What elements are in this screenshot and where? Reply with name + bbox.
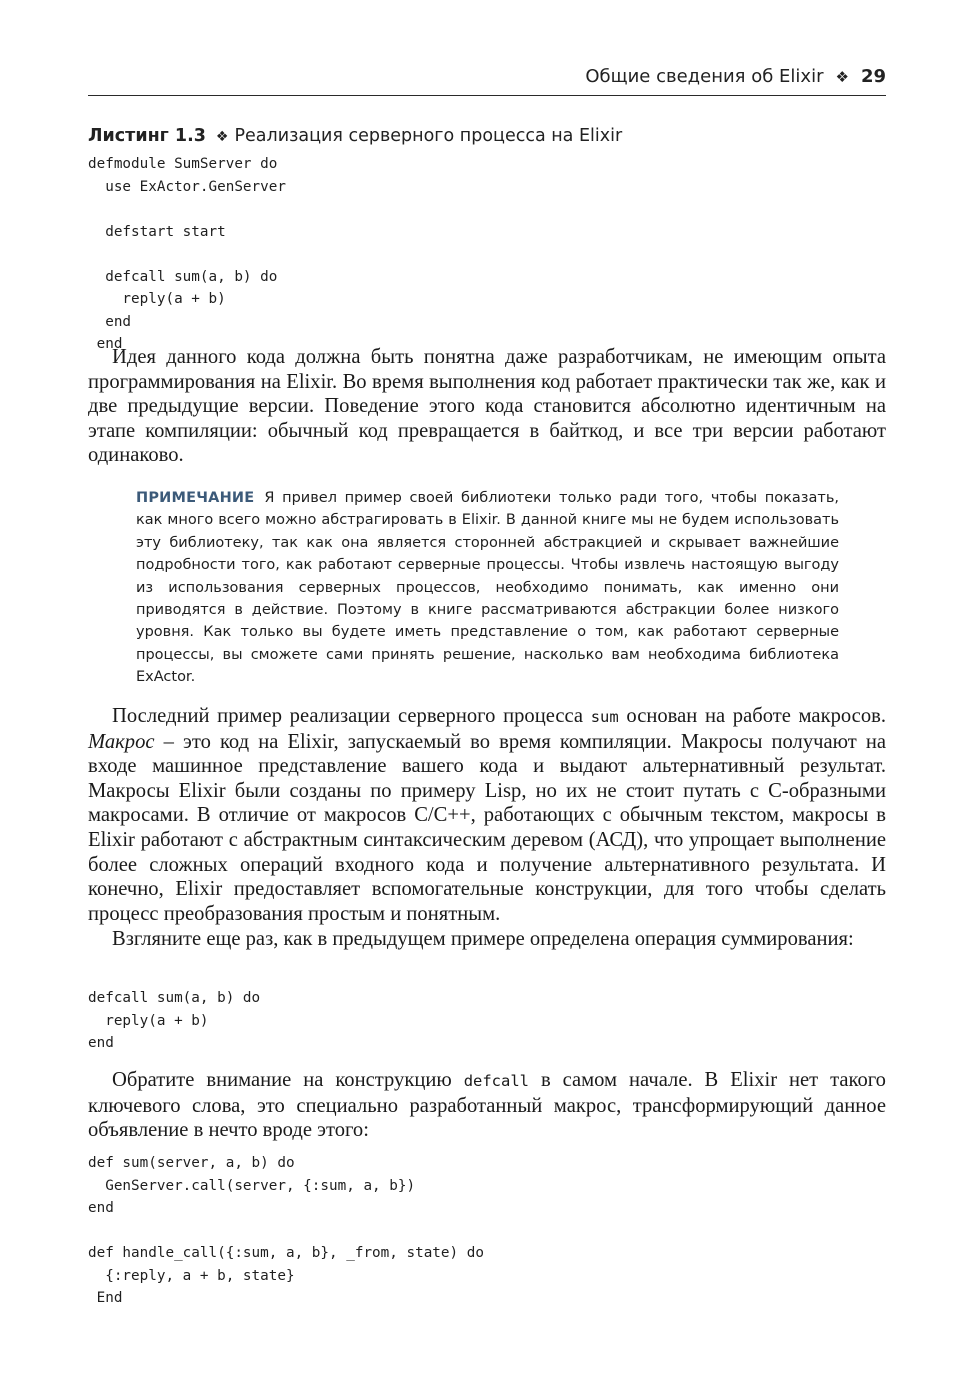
diamond-separator-icon: ❖ — [215, 129, 229, 145]
note-text: Я привел пример своей библиотеки только ради того, чтобы показать, как много всего можно абстрагировать в Elixir. В данной книге мы не будем использовать эту библиотеку, так как она является сторонней абстракцией и скрывает важнейшие подробности того, как работают серверные процессы. Чтобы извлечь настоящую выгоду из использования серверных процессов, необходимо понимать, как именно они приводятся в действие. Поэтому в книге рассматриваются абстракции более низкого уровня. Как только вы будете иметь представление о том, как работают серверные процессы, вы сможете сами принять решение, насколько вам необходима библиотека ExActor. — [136, 490, 839, 686]
listing-label: Листинг 1.3 — [88, 126, 206, 146]
page-number: 29 — [860, 66, 886, 87]
note-block — [136, 487, 839, 689]
listing-code-block: defmodule SumServer do use ExActor.GenServer defstart start defcall sum(a, b) do reply(a + b) end end — [88, 156, 286, 352]
code-block-expanded-macro: def sum(server, a, b) do GenServer.call(server, {:sum, a, b}) end def handle_call({:sum, a, b}, _from, state) do {:reply, a + b, state} End — [88, 1155, 484, 1306]
body-paragraph-3: Взгляните еще раз, как в предыдущем примере определена операция суммирования: — [112, 928, 854, 950]
note-label: ПРИМЕЧАНИЕ — [136, 490, 255, 506]
paragraph-text: в самом начале. В Elixir нет такого ключевого слова, это специально разработанный макрос, трансформирующий данное объявление в нечто вроде этого: — [88, 1069, 886, 1142]
diamond-separator-icon: ❖ — [835, 67, 849, 86]
emphasized-term: Макрос — [88, 730, 155, 753]
paragraph-text: Обратите внимание на конструкцию — [112, 1069, 464, 1091]
paragraph-text: Последний пример реализации серверного процесса — [112, 705, 591, 727]
body-paragraph-1: Идея данного кода должна быть понятна даже разработчикам, не имеющим опыта программирования на Elixir. Во время выполнения код работает практически так же, как и две предыдущие версии. Поведение этого кода становится абсолютно идентичным на этапе компиляции: обычный код превращается в байткод, и все три версии работают одинаково. — [88, 346, 886, 467]
paragraph-text: основан на работе макросов. — [618, 705, 886, 727]
inline-code: defcall — [463, 1072, 530, 1090]
section-title: Общие сведения об Elixir — [585, 66, 824, 87]
paragraph-text: – это код на Elixir, запускаемый во время компиляции. Макросы получают на входе машинное представление вашего кода и выдают альтернативный результат. Макросы Elixir были созданы по примеру Lisp, но их не стоит путать с С-образными макросами. В отличие от макросов C/C++, работающих с обычным текстом, макросы в Elixir работают с абстрактным синтаксическим деревом (АСД), что упрощает выполнение более сложных операций входного кода и получение альтернативного результата. И конечно, Elixir предоставляет вспомогательные конструкции, для того чтобы сделать процесс преобразования простым и понятным. — [88, 730, 886, 925]
body-paragraph-4 — [88, 1068, 886, 1143]
listing-title: Реализация серверного процесса на Elixir — [234, 126, 623, 146]
code-block-defcall: defcall sum(a, b) do reply(a + b) end — [88, 990, 261, 1051]
running-header — [88, 64, 886, 96]
inline-code: sum — [590, 708, 619, 726]
listing-caption — [88, 126, 886, 146]
body-paragraph-2 — [88, 704, 886, 926]
